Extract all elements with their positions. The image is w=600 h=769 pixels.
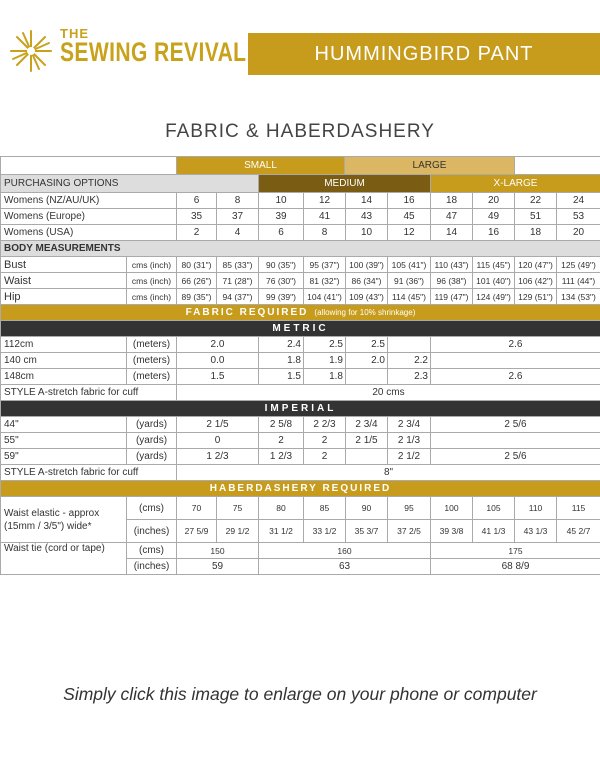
imperial-value <box>431 433 600 449</box>
metric-unit: (meters) <box>127 353 177 369</box>
size-value: 20 <box>473 193 515 209</box>
measure-label: Hip <box>1 289 127 305</box>
imperial-value: 2 1/5 <box>346 433 388 449</box>
metric-value <box>346 369 388 385</box>
metric-value: 2.6 <box>431 337 600 353</box>
size-value: 51 <box>515 209 557 225</box>
size-value: 14 <box>431 225 473 241</box>
haberdashery-heading: HABERDASHERY REQUIRED <box>1 481 600 497</box>
imperial-value: 2 1/5 <box>177 417 259 433</box>
size-value: 22 <box>515 193 557 209</box>
size-value: 53 <box>557 209 600 225</box>
metric-value: 1.8 <box>259 353 304 369</box>
size-value: 49 <box>473 209 515 225</box>
metric-value: 1.5 <box>259 369 304 385</box>
size-group-xlarge: X-LARGE <box>431 175 600 193</box>
metric-value: 2.4 <box>259 337 304 353</box>
title-banner <box>248 33 600 75</box>
size-row-label: Womens (Europe) <box>1 209 177 225</box>
imperial-unit: (yards) <box>127 449 177 465</box>
imperial-unit: (yards) <box>127 417 177 433</box>
measure-label: Bust <box>1 257 127 273</box>
size-value: 18 <box>515 225 557 241</box>
elastic-inch-value: 37 2/5 <box>388 520 431 543</box>
size-value: 45 <box>388 209 431 225</box>
elastic-inch-value: 31 1/2 <box>259 520 304 543</box>
imperial-value: 2 5/8 <box>259 417 304 433</box>
waist-tie-unit: (cms) <box>127 543 177 559</box>
size-value: 8 <box>217 193 259 209</box>
imperial-value: 0 <box>177 433 259 449</box>
size-group-medium: MEDIUM <box>259 175 431 193</box>
fabric-required-heading <box>1 305 600 321</box>
measure-value: 85 (33") <box>217 257 259 273</box>
elastic-cms-value: 80 <box>259 497 304 520</box>
size-row-label: Womens (USA) <box>1 225 177 241</box>
elastic-inch-value: 29 1/2 <box>217 520 259 543</box>
metric-row-label: 148cm <box>1 369 127 385</box>
metric-value: 1.5 <box>177 369 259 385</box>
elastic-inch-value: 45 2/7 <box>557 520 600 543</box>
imperial-unit: (yards) <box>127 433 177 449</box>
measure-value: 105 (41") <box>388 257 431 273</box>
size-row-label: Womens (NZ/AU/UK) <box>1 193 177 209</box>
imperial-row-label: 59" <box>1 449 127 465</box>
style-a-label: STYLE A-stretch fabric for cuff <box>1 465 177 481</box>
header <box>0 0 600 80</box>
size-value: 12 <box>388 225 431 241</box>
measure-value: 96 (38") <box>431 273 473 289</box>
style-a-value: 8" <box>177 465 600 481</box>
imperial-value: 2 5/6 <box>431 417 600 433</box>
measure-value: 90 (35") <box>259 257 304 273</box>
size-value: 16 <box>473 225 515 241</box>
waist-tie-cms: 150 <box>177 543 259 559</box>
elastic-unit: (inches) <box>127 520 177 543</box>
measure-value: 104 (41") <box>304 289 346 305</box>
blank-cell <box>1 157 177 175</box>
imperial-row-label: 55" <box>1 433 127 449</box>
size-value: 16 <box>388 193 431 209</box>
elastic-unit: (cms) <box>127 497 177 520</box>
measure-value: 86 (34") <box>346 273 388 289</box>
fabric-table <box>0 156 600 575</box>
elastic-cms-value: 70 <box>177 497 217 520</box>
elastic-cms-value: 100 <box>431 497 473 520</box>
waist-tie-inches: 68 8/9 <box>431 559 600 575</box>
imperial-value: 2 <box>259 433 304 449</box>
imperial-value: 2 <box>304 433 346 449</box>
measure-unit: cms (inch) <box>127 273 177 289</box>
measure-value: 111 (44") <box>557 273 600 289</box>
waist-tie-label: Waist tie (cord or tape) <box>1 543 127 575</box>
purchasing-label: PURCHASING OPTIONS <box>1 175 259 193</box>
waist-tie-cms: 160 <box>259 543 431 559</box>
elastic-cms-value: 105 <box>473 497 515 520</box>
style-a-label: STYLE A-stretch fabric for cuff <box>1 385 177 401</box>
size-value: 14 <box>346 193 388 209</box>
size-value: 6 <box>259 225 304 241</box>
waist-tie-inches: 59 <box>177 559 259 575</box>
size-value: 37 <box>217 209 259 225</box>
waist-tie-cms: 175 <box>431 543 600 559</box>
size-group-large: LARGE <box>345 157 515 175</box>
enlarge-note[interactable]: Simply click this image to enlarge on your phone or computer <box>63 684 537 704</box>
metric-value: 2.6 <box>431 369 600 385</box>
measure-value: 109 (43") <box>346 289 388 305</box>
elastic-inch-value: 39 3/8 <box>431 520 473 543</box>
size-value: 18 <box>431 193 473 209</box>
metric-unit: (meters) <box>127 337 177 353</box>
imperial-value: 2 3/4 <box>388 417 431 433</box>
metric-unit: (meters) <box>127 369 177 385</box>
measure-value: 125 (49") <box>557 257 600 273</box>
elastic-cms-value: 85 <box>304 497 346 520</box>
imperial-value: 1 2/3 <box>259 449 304 465</box>
waist-tie-inches: 63 <box>259 559 431 575</box>
imperial-value: 2 3/4 <box>346 417 388 433</box>
measure-value: 119 (47") <box>431 289 473 305</box>
measure-value: 89 (35") <box>177 289 217 305</box>
measure-value: 115 (45") <box>473 257 515 273</box>
measure-value: 91 (36") <box>388 273 431 289</box>
measure-value: 129 (51") <box>515 289 557 305</box>
imperial-value: 2 1/2 <box>388 449 431 465</box>
measure-value: 100 (39") <box>346 257 388 273</box>
measure-value: 110 (43") <box>431 257 473 273</box>
imperial-value: 2 <box>304 449 346 465</box>
style-a-value: 20 cms <box>177 385 600 401</box>
shrinkage-note: (allowing for 10% shrinkage) <box>314 308 416 317</box>
elastic-inch-value: 35 3/7 <box>346 520 388 543</box>
metric-value <box>388 337 431 353</box>
metric-row-label: 112cm <box>1 337 127 353</box>
page-subtitle: FABRIC & HABERDASHERY <box>165 121 435 142</box>
elastic-cms-value: 110 <box>515 497 557 520</box>
elastic-label: Waist elastic - approx (15mm / 3/5") wide* <box>1 497 127 543</box>
measure-value: 106 (42") <box>515 273 557 289</box>
brand-the: THE <box>60 26 89 41</box>
metric-row-label: 140 cm <box>1 353 127 369</box>
imperial-value: 2 1/3 <box>388 433 431 449</box>
metric-value: 2.2 <box>388 353 431 369</box>
size-group-small: SMALL <box>177 157 345 175</box>
metric-heading: METRIC <box>1 321 600 337</box>
measure-label: Waist <box>1 273 127 289</box>
measure-value: 101 (40") <box>473 273 515 289</box>
elastic-inch-value: 33 1/2 <box>304 520 346 543</box>
metric-value: 1.8 <box>304 369 346 385</box>
metric-value: 2.0 <box>177 337 259 353</box>
imperial-row-label: 44" <box>1 417 127 433</box>
size-value: 4 <box>217 225 259 241</box>
metric-value: 2.5 <box>346 337 388 353</box>
size-value: 2 <box>177 225 217 241</box>
sun-icon <box>8 28 54 74</box>
measure-value: 76 (30") <box>259 273 304 289</box>
measure-value: 134 (53") <box>557 289 600 305</box>
metric-value: 1.9 <box>304 353 346 369</box>
metric-value: 0.0 <box>177 353 259 369</box>
size-value: 10 <box>346 225 388 241</box>
metric-value: 2.5 <box>304 337 346 353</box>
imperial-value: 1 2/3 <box>177 449 259 465</box>
metric-value: 2.0 <box>346 353 388 369</box>
size-value: 8 <box>304 225 346 241</box>
measure-value: 95 (37") <box>304 257 346 273</box>
elastic-inch-value: 41 1/3 <box>473 520 515 543</box>
size-value: 35 <box>177 209 217 225</box>
measure-value: 66 (26") <box>177 273 217 289</box>
size-value: 41 <box>304 209 346 225</box>
pattern-title: HUMMINGBIRD PANT <box>314 43 534 65</box>
measure-value: 99 (39") <box>259 289 304 305</box>
imperial-value: 2 5/6 <box>431 449 600 465</box>
measure-value: 80 (31") <box>177 257 217 273</box>
measure-value: 120 (47") <box>515 257 557 273</box>
imperial-value <box>346 449 388 465</box>
size-value: 20 <box>557 225 600 241</box>
size-value: 43 <box>346 209 388 225</box>
measure-unit: cms (inch) <box>127 289 177 305</box>
body-title: BODY MEASUREMENTS <box>1 241 600 257</box>
blank-cell <box>515 157 600 175</box>
measure-value: 114 (45") <box>388 289 431 305</box>
brand-name: SEWING REVIVAL <box>60 37 247 67</box>
size-value: 10 <box>259 193 304 209</box>
metric-value <box>431 353 600 369</box>
metric-value: 2.3 <box>388 369 431 385</box>
size-value: 39 <box>259 209 304 225</box>
imperial-heading: IMPERIAL <box>1 401 600 417</box>
fabric-required-label: FABRIC REQUIRED <box>185 307 309 318</box>
elastic-cms-value: 75 <box>217 497 259 520</box>
imperial-value: 2 2/3 <box>304 417 346 433</box>
elastic-cms-value: 115 <box>557 497 600 520</box>
size-value: 47 <box>431 209 473 225</box>
size-value: 6 <box>177 193 217 209</box>
elastic-inch-value: 27 5/9 <box>177 520 217 543</box>
size-value: 12 <box>304 193 346 209</box>
elastic-cms-value: 90 <box>346 497 388 520</box>
measure-value: 71 (28") <box>217 273 259 289</box>
size-value: 24 <box>557 193 600 209</box>
measure-unit: cms (inch) <box>127 257 177 273</box>
elastic-inch-value: 43 1/3 <box>515 520 557 543</box>
brand-logo[interactable] <box>8 22 248 72</box>
measure-value: 124 (49") <box>473 289 515 305</box>
measure-value: 81 (32") <box>304 273 346 289</box>
measure-value: 94 (37") <box>217 289 259 305</box>
waist-tie-unit: (inches) <box>127 559 177 575</box>
elastic-cms-value: 95 <box>388 497 431 520</box>
